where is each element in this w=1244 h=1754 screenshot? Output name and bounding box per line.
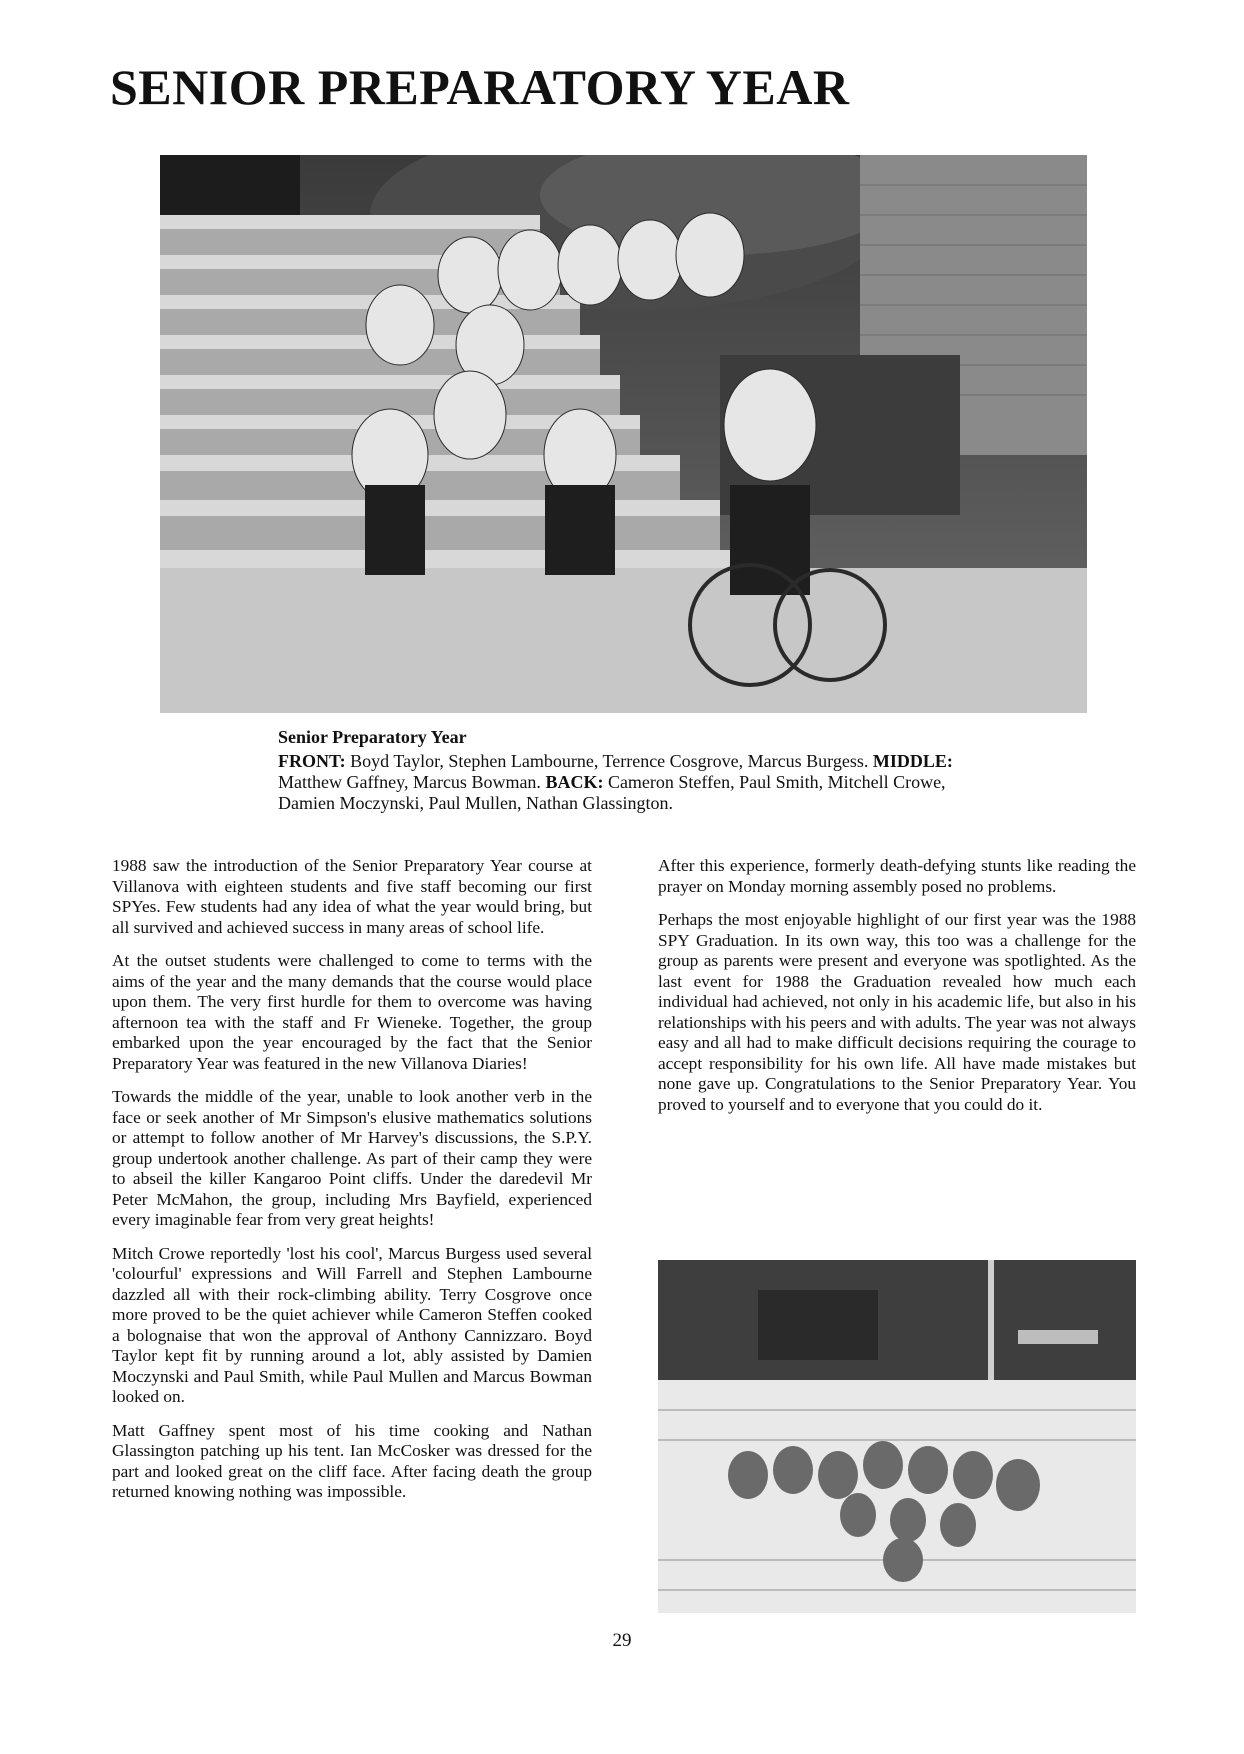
article-paragraph: Perhaps the most enjoyable highlight of our first year was the 1988 SPY Graduation. In its own way, this too was a challenge for the group as parents were present and everyone was spotlighted. As the last event for 1988 the Graduation revealed how much each individual had achieved, not only in his academic life, but also in his relationships with his peers and with adults. The year was not always easy and all had to make difficult decisions requiring the courage to accept responsibility for his own life. All have made mistakes but none gave up. Congratulations to the Senior Preparatory Year. You proved to yourself and to everyone that you could do it.: [658, 910, 1136, 1114]
pool-photo: [658, 1260, 1136, 1613]
article-left-column: [112, 856, 592, 1516]
article-right-column: [658, 856, 1136, 1128]
page-title: SENIOR PREPARATORY YEAR: [110, 59, 850, 115]
article-paragraph: 1988 saw the introduction of the Senior Preparatory Year course at Villanova with eighteen students and five staff becoming our first SPYes. Few students had any idea of what the year would bring, but all survived and achieved success in many areas of school life.: [112, 856, 592, 937]
caption-front-label: FRONT:: [278, 751, 346, 771]
caption-middle-label: MIDDLE:: [872, 751, 953, 771]
article-paragraph: At the outset students were challenged to come to terms with the aims of the year and the many demands that the course would place upon them. The very first hurdle for them to overcome was having afternoon tea with the staff and Fr Wieneke. Together, the group embarked upon the year encouraged by the fact that the Senior Preparatory Year was featured in the new Villanova Diaries!: [112, 951, 592, 1073]
caption-front-names: Boyd Taylor, Stephen Lambourne, Terrence Cosgrove, Marcus Burgess.: [350, 751, 869, 771]
caption-back-names: Cameron Steffen, Paul Smith, Mitchell Crowe, Damien Moczynski, Paul Mullen, Nathan Glassington.: [278, 772, 946, 813]
photo-caption: [278, 727, 978, 814]
caption-names: [278, 751, 978, 814]
page-number: 29: [612, 1630, 632, 1651]
article-paragraph: Towards the middle of the year, unable to look another verb in the face or seek another of Mr Simpson's elusive mathematics solutions or attempt to follow another of Mr Harvey's discussions, the S.P.Y. group undertook another challenge. As part of their camp they were to abseil the killer Kangaroo Point cliffs. Under the daredevil Mr Peter McMahon, the group, including Mrs Bayfield, experienced every imaginable fear from very great heights!: [112, 1087, 592, 1229]
caption-title: Senior Preparatory Year: [278, 727, 467, 747]
article-paragraph: After this experience, formerly death-defying stunts like reading the prayer on Monday morning assembly posed no problems.: [658, 856, 1136, 896]
article-paragraph: Mitch Crowe reportedly 'lost his cool', Marcus Burgess used several 'colourful' expressions and Will Farrell and Stephen Lambourne dazzled all with their rock-climbing ability. Terry Cosgrove once more proved to be the quiet achiever while Cameron Steffen cooked a bolognaise that won the approval of Anthony Cannizzaro. Boyd Taylor kept fit by running around a lot, ably assisted by Damien Moczynski and Paul Smith, while Paul Mullen and Marcus Bowman looked on.: [112, 1243, 592, 1406]
article-paragraph: Matt Gaffney spent most of his time cooking and Nathan Glassington patching up his tent. Ian McCosker was dressed for the part and looked great on the cliff face. After facing death the group returned knowing nothing was impossible.: [112, 1420, 592, 1501]
group-photo: [160, 155, 1087, 713]
caption-middle-names: Matthew Gaffney, Marcus Bowman.: [278, 772, 541, 792]
caption-back-label: BACK:: [545, 772, 604, 792]
